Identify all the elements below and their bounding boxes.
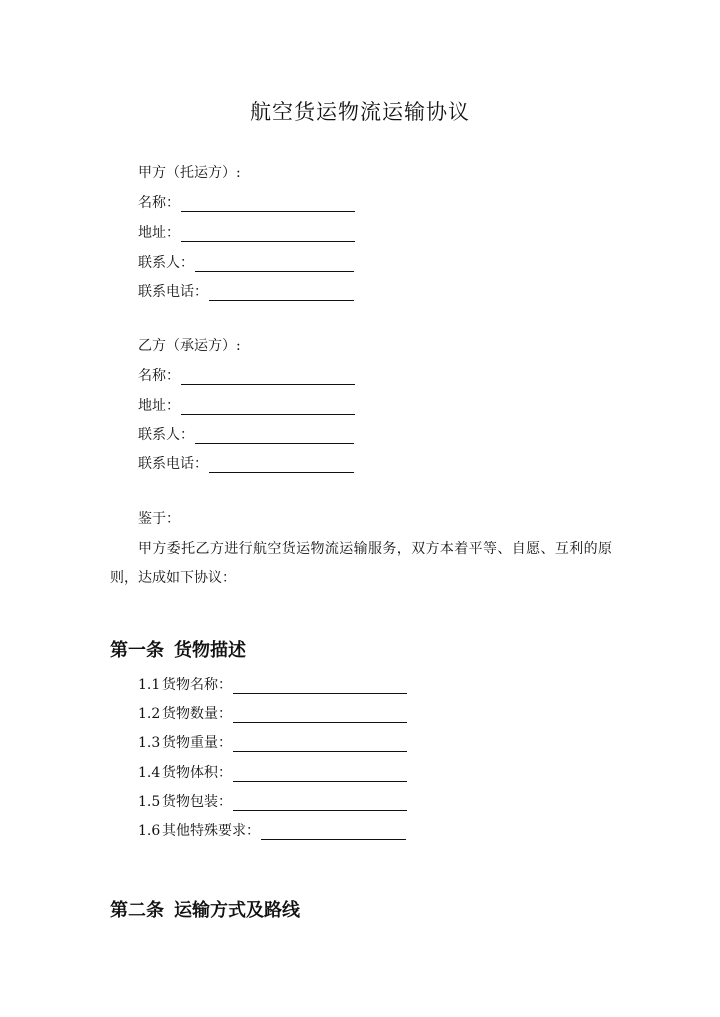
party-a-contact-blank[interactable] (195, 257, 354, 272)
cargo-quantity-blank[interactable] (233, 708, 407, 723)
party-a-contact-label: 联系人： (138, 255, 194, 271)
item-number: 1.4 (138, 765, 161, 781)
preamble-paragraph: 甲方委托乙方进行航空货运物流运输服务，双方本着平等、自愿、互利的原则，达成如下协议： (110, 541, 612, 586)
party-a-heading-text: 甲方（托运方）: (138, 165, 241, 181)
party-b-phone-label: 联系电话： (138, 456, 208, 472)
cargo-name-blank[interactable] (233, 679, 407, 694)
special-requirements-blank[interactable] (261, 825, 406, 840)
party-b-contact-row (138, 426, 354, 444)
document-title: 航空货运物流运输协议 (250, 100, 470, 124)
party-a-phone-label: 联系电话： (138, 284, 208, 300)
article-1-item (138, 822, 406, 840)
article-1-heading (110, 636, 246, 662)
cargo-volume-blank[interactable] (233, 767, 407, 782)
party-a-heading (138, 164, 241, 182)
item-label: 货物数量： (162, 706, 232, 722)
item-label: 货物名称： (162, 677, 232, 693)
party-b-heading (138, 337, 241, 355)
article-1-number: 第一条 (110, 640, 164, 661)
party-a-address-label: 地址： (138, 225, 180, 241)
item-number: 1.1 (138, 677, 161, 693)
party-b-address-blank[interactable] (181, 400, 355, 415)
item-label: 其他特殊要求： (162, 823, 260, 839)
party-b-name-row (138, 367, 355, 385)
party-a-phone-blank[interactable] (209, 286, 354, 301)
whereas-text: 鉴于： (138, 511, 180, 527)
party-b-contact-label: 联系人： (138, 427, 194, 443)
article-1-item (138, 705, 407, 723)
whereas-line (138, 510, 180, 528)
party-a-address-row (138, 224, 355, 242)
article-1-item (138, 793, 407, 811)
cargo-weight-blank[interactable] (233, 737, 407, 752)
article-2-number: 第二条 (110, 900, 164, 921)
article-1-item (138, 676, 407, 694)
party-a-address-blank[interactable] (181, 227, 355, 242)
item-number: 1.2 (138, 706, 161, 722)
article-2-title: 运输方式及路线 (174, 900, 300, 921)
party-a-phone-row (138, 283, 354, 301)
party-b-phone-row (138, 455, 354, 473)
party-b-address-row (138, 397, 355, 415)
article-2-heading (110, 896, 300, 922)
party-a-name-blank[interactable] (181, 197, 355, 212)
party-b-heading-text: 乙方（承运方）: (138, 338, 241, 354)
party-b-phone-blank[interactable] (209, 458, 354, 473)
party-b-name-blank[interactable] (181, 370, 355, 385)
party-a-name-row (138, 194, 355, 212)
article-1-item (138, 764, 407, 782)
party-a-name-label: 名称： (138, 195, 180, 211)
article-1-item (138, 734, 407, 752)
item-number: 1.6 (138, 823, 161, 839)
item-label: 货物重量： (162, 735, 232, 751)
party-b-contact-blank[interactable] (195, 429, 354, 444)
party-b-address-label: 地址： (138, 398, 180, 414)
item-label: 货物包装： (162, 794, 232, 810)
item-number: 1.3 (138, 735, 161, 751)
article-1-title: 货物描述 (174, 640, 246, 661)
item-label: 货物体积： (162, 765, 232, 781)
item-number: 1.5 (138, 794, 161, 810)
cargo-packaging-blank[interactable] (233, 796, 407, 811)
party-b-name-label: 名称： (138, 368, 180, 384)
party-a-contact-row (138, 254, 354, 272)
